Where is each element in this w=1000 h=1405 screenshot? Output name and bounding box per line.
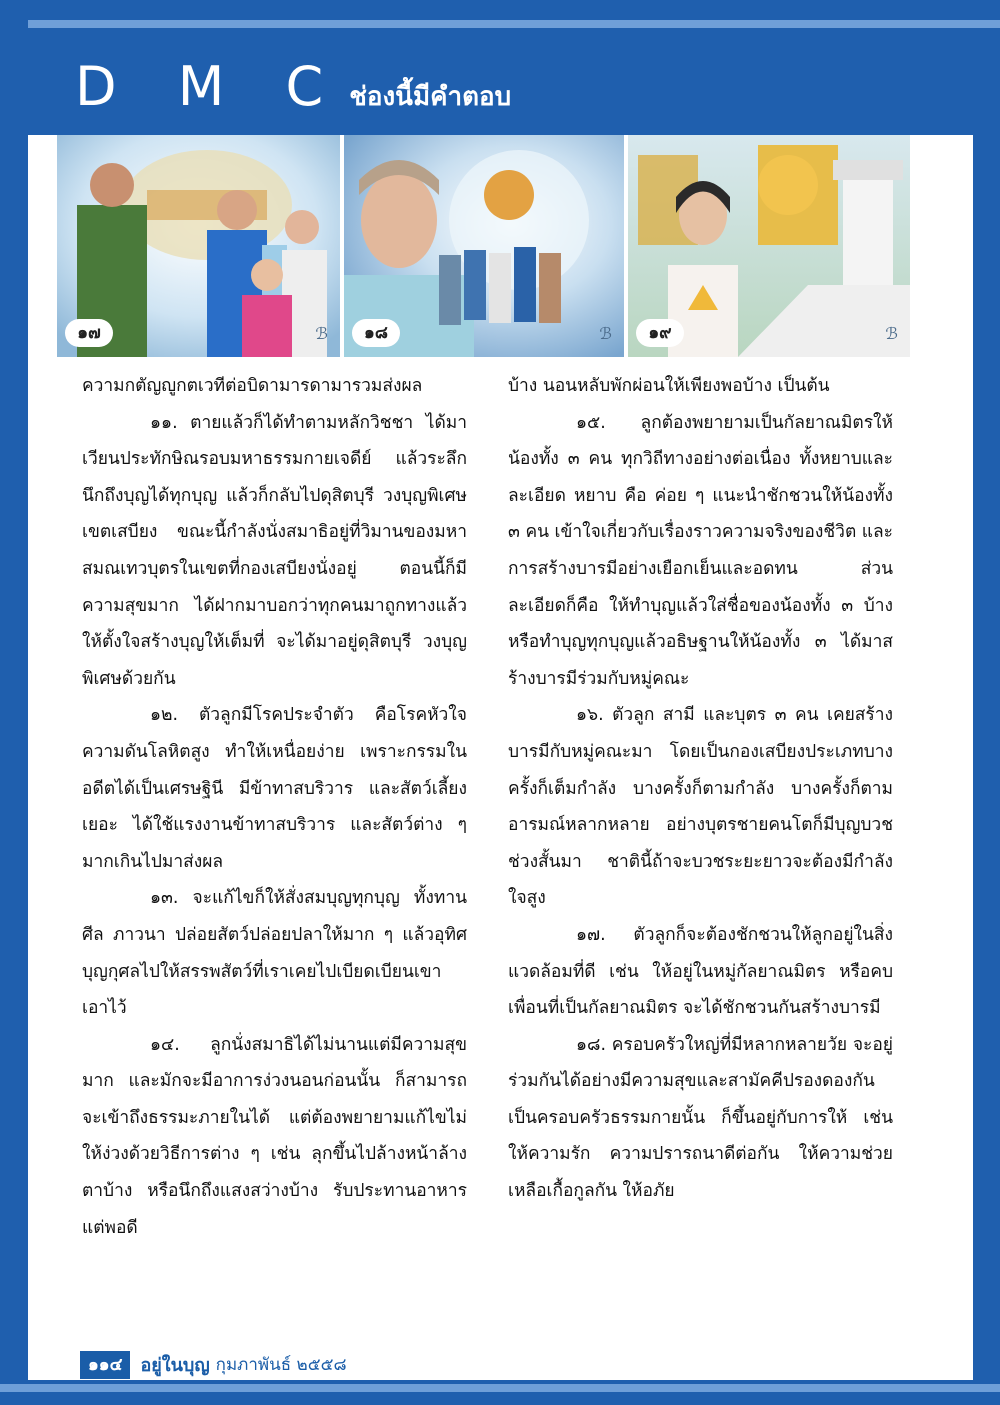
magazine-title: อยู่ในบุญ xyxy=(140,1355,210,1376)
issue-date: กุมภาพันธ์ ๒๕๕๘ xyxy=(215,1355,347,1375)
illustration-number: ๑๗ xyxy=(65,319,113,347)
artist-mark: ℬ xyxy=(315,324,328,343)
column-tagline: ช่องนี้มีคำตอบ xyxy=(349,82,512,112)
artist-mark: ℬ xyxy=(599,324,612,343)
right-text-column xyxy=(508,368,893,1210)
paragraph: ๑๑. ตายแล้วก็ได้ทำตามหลักวิชชา ได้มาเวียนประทักษิณรอบมหาธรรมกายเจดีย์ แล้วระลึกนึกถึงบุญได้ทุกบุญ แล้วก็กลับไปดุสิตบุรี วงบุญพิเศษ เขตเสบียง ขณะนี้กำลังนั่งสมาธิอยู่ที่วิมานของมหาสมณเทวบุตรในเขตที่กองเสบียงนั่งอยู่ ตอนนี้ก็มีความสุขมาก ได้ฝากมาบอกว่าทุกคนมาถูกทางแล้ว ให้ตั้งใจสร้างบุญให้เต็มที่ จะได้มาอยู่ดุสิตบุรี วงบุญพิเศษด้วยกัน xyxy=(82,412,467,689)
paragraph: ๑๘. ครอบครัวใหญ่ที่มีหลากหลายวัย จะอยู่ร่วมกันได้อย่างมีความสุขและสามัคคีปรองดองกันเป็นครอบครัวธรรมกายนั้น ก็ขึ้นอยู่กับการให้ เช่น ให้ความรัก ความปรารถนาดีต่อกัน ให้ความช่วยเหลือเกื้อกูลกัน ให้อภัย xyxy=(508,1034,893,1202)
paragraph: ๑๕. ลูกต้องพยายามเป็นกัลยาณมิตรให้น้องทั้ง ๓ คน ทุกวิถีทางอย่างต่อเนื่อง ทั้งหยาบและละเอียด หยาบ คือ ค่อย ๆ แนะนำชักชวนให้น้องทั้ง ๓ คน เข้าใจเกี่ยวกับเรื่องราวความจริงของชีวิต และการสร้างบารมีอย่างเยือกเย็นและอดทน ส่วนละเอียดก็คือ ให้ทำบุญแล้วใส่ชื่อของน้องทั้ง ๓ บ้าง หรือทำบุญทุกบุญแล้วอธิษฐานให้น้องทั้ง ๓ ได้มาสร้างบารมีร่วมกับหมู่คณะ xyxy=(508,412,893,689)
artist-mark: ℬ xyxy=(885,324,898,343)
header xyxy=(75,55,512,118)
paragraph: ๑๗. ตัวลูกก็จะต้องชักชวนให้ลูกอยู่ในสิ่งแวดล้อมที่ดี เช่น ให้อยู่ในหมู่กัลยาณมิตร หรือคบเพื่อนที่เป็นกัลยาณมิตร จะได้ชักชวนกันสร้างบารมี xyxy=(508,924,893,1019)
paragraph: บ้าง นอนหลับพักผ่อนให้เพียงพอบ้าง เป็นต้น xyxy=(508,376,830,396)
paragraph: ๑๔. ลูกนั่งสมาธิได้ไม่นานแต่มีความสุขมาก และมักจะมีอาการง่วงนอนก่อนนั้น ก็สามารถจะเข้าถึงธรรมะภายในได้ แต่ต้องพยายามแก้ไขไม่ให้ง่วงด้วยวิธีการต่าง ๆ เช่น ลุกขึ้นไปล้างหน้าล้างตาบ้าง หรือนึกถึงแสงสว่างบ้าง รับประทานอาหารแต่พอดี xyxy=(82,1034,467,1238)
illustration-17 xyxy=(57,135,340,357)
paragraph: ๑๓. จะแก้ไขก็ให้สั่งสมบุญทุกบุญ ทั้งทาน ศีล ภาวนา ปล่อยสัตว์ปล่อยปลาให้มาก ๆ แล้วอุทิศบุญกุศลไปให้สรรพสัตว์ที่เราเคยไปเบียดเบียนเขาเอาไว้ xyxy=(82,888,467,1019)
paragraph: ความกตัญญูกตเวทีต่อบิดามารดามารวมส่งผล xyxy=(82,376,423,396)
bottom-stripe xyxy=(0,1384,1000,1392)
left-text-column xyxy=(82,368,467,1246)
top-stripe xyxy=(28,20,1000,28)
paragraph: ๑๒. ตัวลูกมีโรคประจำตัว คือโรคหัวใจ ความดันโลหิตสูง ทำให้เหนื่อยง่าย เพราะกรรมในอดีตได้เป็นเศรษฐินี มีข้าทาสบริวาร และสัตว์เลี้ยงเยอะ ได้ใช้แรงงานข้าทาสบริวาร และสัตว์ต่าง ๆ มากเกินไปมาส่งผล xyxy=(82,705,467,872)
brand-title: D M C xyxy=(75,55,346,118)
illustration-18 xyxy=(344,135,624,357)
illustration-number: ๑๘ xyxy=(352,319,400,347)
illustration-number: ๑๙ xyxy=(636,319,684,347)
illustration-19 xyxy=(628,135,910,357)
paragraph: ๑๖. ตัวลูก สามี และบุตร ๓ คน เคยสร้างบารมีกับหมู่คณะมา โดยเป็นกองเสบียงประเภทบางครั้งก็เต็มกำลัง บางครั้งก็ตามกำลัง บางครั้งก็ตามอารมณ์หลากหลาย อย่างบุตรชายคนโตก็มีบุญบวชช่วงสั้นมา ชาตินี้ถ้าจะบวชระยะยาวจะต้องมีกำลังใจสูง xyxy=(508,705,893,909)
page-number: ๑๑๔ xyxy=(80,1351,130,1379)
page-footer xyxy=(80,1350,347,1379)
